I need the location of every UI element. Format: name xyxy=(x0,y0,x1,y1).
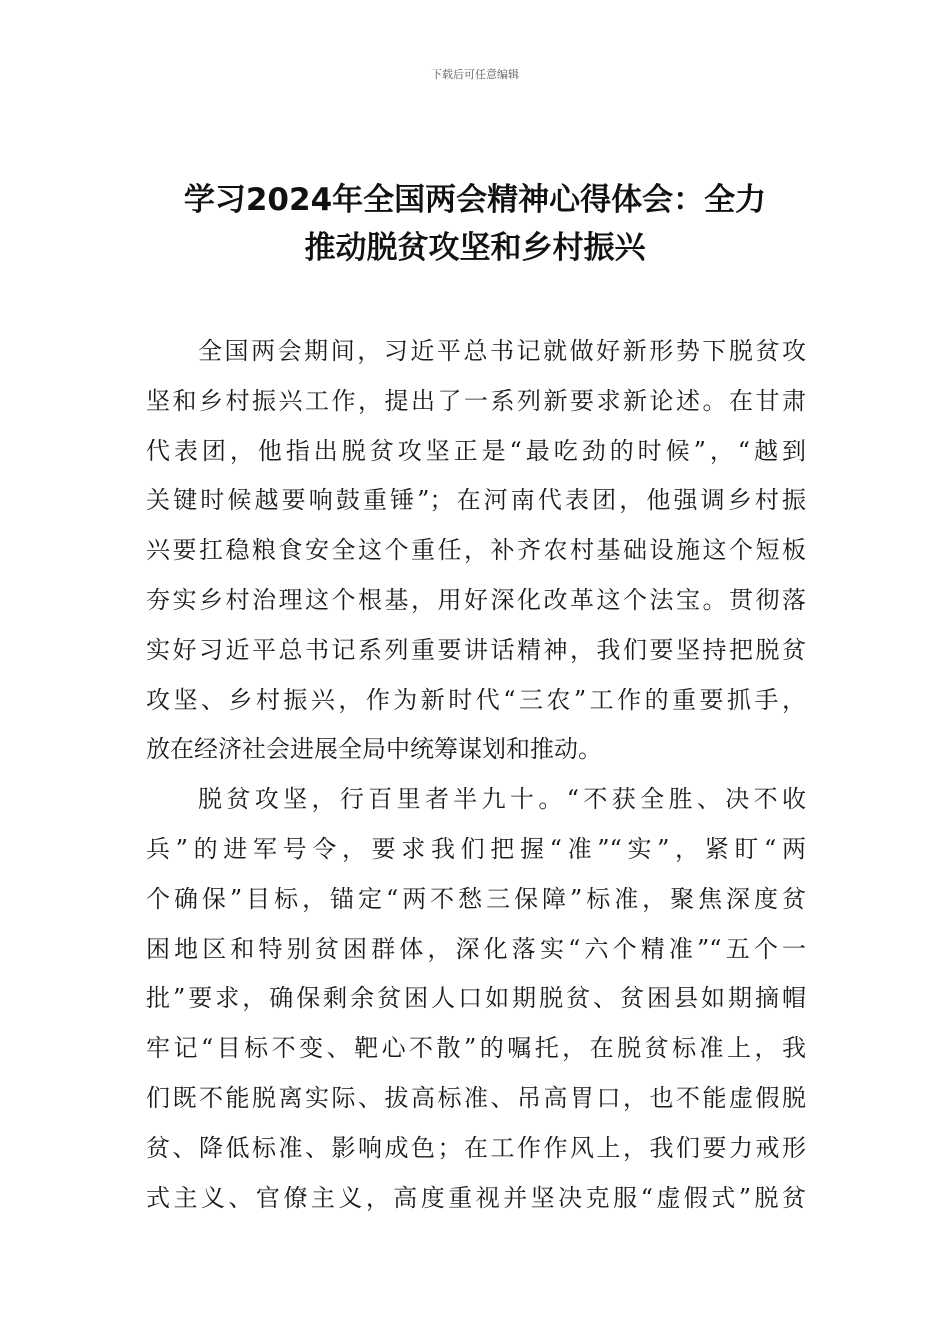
text-line: 攻坚、乡村振兴，作为新时代“三农”工作的重要抓手， xyxy=(146,685,806,714)
text-line: 牢记“目标不变、靶心不散”的嘱托，在脱贫标准上，我 xyxy=(146,1034,806,1063)
text-line: 坚和乡村振兴工作，提出了一系列新要求新论述。在甘肃 xyxy=(146,386,806,415)
text-line: 全国两会期间，习近平总书记就做好新形势下脱贫攻 xyxy=(198,337,806,365)
text-line: 兴要扛稳粮食安全这个重任，补齐农村基础设施这个短板 xyxy=(146,536,806,565)
text-line: 脱贫攻坚，行百里者半九十。“不获全胜、决不收 xyxy=(198,785,806,814)
text-line: 个确保”目标，锚定“两不愁三保障”标准，聚焦深度贫 xyxy=(146,884,806,913)
paragraph-1 xyxy=(146,327,806,775)
document-body xyxy=(146,327,806,1223)
text-line: 批”要求，确保剩余贫困人口如期脱贫、贫困县如期摘帽 xyxy=(146,984,806,1013)
text-line: 关键时候越要响鼓重锤”；在河南代表团，他强调乡村振 xyxy=(146,486,806,515)
text-line: 式主义、官僚主义，高度重视并坚决克服“虚假式”脱贫 xyxy=(146,1183,806,1212)
title-line: 推动脱贫攻坚和乡村振兴 xyxy=(304,230,646,266)
text-line: 们既不能脱离实际、拔高标准、吊高胃口，也不能虚假脱 xyxy=(146,1083,806,1112)
title-line: 学习2024年全国两会精神心得体会：全力 xyxy=(183,182,767,218)
text-line: 困地区和特别贫困群体，深化落实“六个精准”“五个一 xyxy=(146,934,806,963)
text-line: 放在经济社会进展全局中统筹谋划和推动。 xyxy=(146,735,602,764)
text-line: 代表团，他指出脱贫攻坚正是“最吃劲的时候”，“越到 xyxy=(146,436,806,465)
header-note: 下载后可任意编辑 xyxy=(431,68,519,81)
text-line: 夯实乡村治理这个根基，用好深化改革这个法宝。贯彻落 xyxy=(146,585,806,614)
text-line: 兵”的进军号令，要求我们把握“准”“实”，紧盯“两 xyxy=(146,834,806,863)
document-title xyxy=(130,176,820,272)
text-line: 实好习近平总书记系列重要讲话精神，我们要坚持把脱贫 xyxy=(146,635,806,664)
text-line: 贫、降低标准、影响成色；在工作作风上，我们要力戒形 xyxy=(146,1133,806,1162)
paragraph-2 xyxy=(146,775,806,1223)
